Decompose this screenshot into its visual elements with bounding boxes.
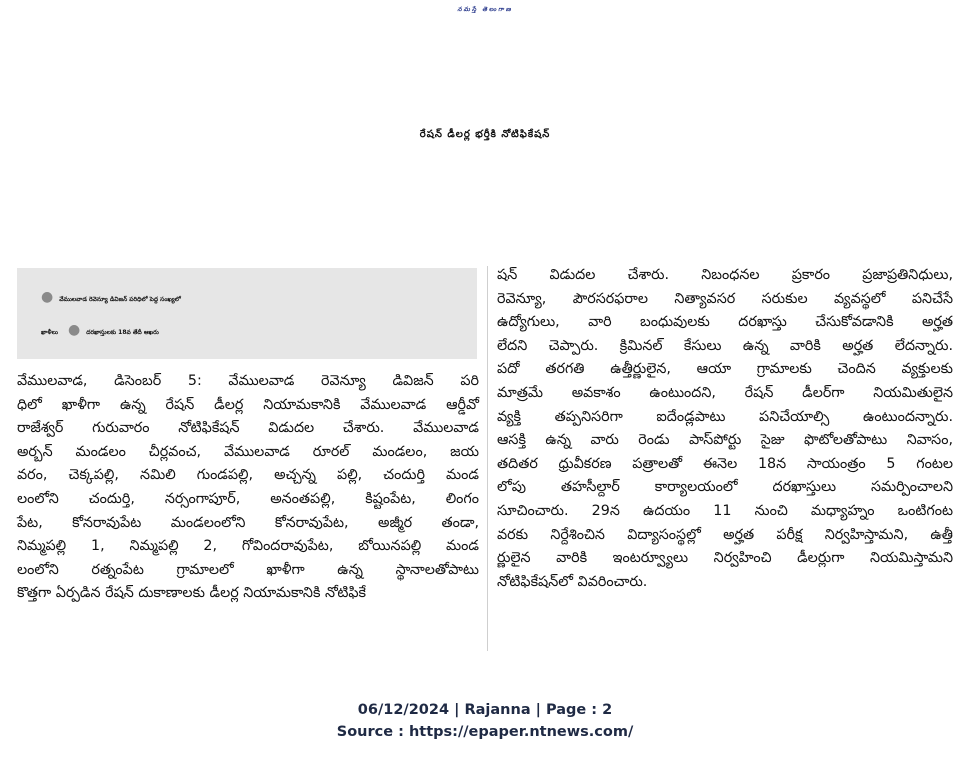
article-line: పేట, కోనరావుపేట మండలంలోని కోనరావుపేట, అజ్మీర తండా, (17, 514, 479, 531)
article-line: ఉద్యోగులు, వారి బంధువులకు దరఖాస్తు చేసుకోవడానికి అర్హత (497, 314, 953, 331)
article-line: వరకు నిర్దేశించిన విద్యాసంస్థల్లో అర్హత పరీక్ష నిర్వహిస్తామని, ఉత్తీ (497, 526, 953, 543)
summary-bullet-1-cont: ఖాళీలు (41, 329, 58, 336)
article-line: ఆసక్తి ఉన్న వారు రెండు పాస్‌పోర్టు సైజు ఫొటోలతోపాటు నివాసం, (497, 432, 953, 449)
article-line: సూచించారు. 29న ఉదయం 11 నుంచి మధ్యాహ్నం ఒంటిగంట (497, 502, 953, 519)
summary-line-2 (41, 315, 463, 348)
summary-bullet-2: దరఖాస్తులకు 18వ తేదీ ఆఖరు (86, 329, 159, 336)
article-line: ధిలో ఖాళీగా ఉన్న రేషన్ డీలర్ల నియామకానికి వేములవాడ ఆర్డీవో (17, 396, 479, 413)
article-line: నిమ్మపల్లి 1, నిమ్మపల్లి 2, గోవిందరావుపేట, బోయినపల్లి మండ (17, 538, 479, 555)
page-footer (0, 699, 970, 743)
article-column-left (17, 370, 479, 606)
article-line: నోటిఫికేషన్‌లో వివరించారు. (497, 573, 648, 590)
article-line: వ్యక్తి తప్పనిసరిగా ఐదేండ్లపాటు పనిచేయాల్సి ఉంటుందన్నారు. (497, 408, 953, 425)
summary-box (17, 268, 477, 359)
article-line: కొత్తగా ఏర్పడిన రేషన్ దుకాణాలకు డీలర్ల నియామకానికి నోటిఫికే (17, 585, 367, 602)
newspaper-masthead: నమస్తే తెలంగాణ (457, 6, 513, 13)
article-line: వేములవాడ, డిసెంబర్ 5: వేములవాడ రెవెన్యూ డివిజన్ పరి (17, 373, 479, 389)
summary-bullet-1: వేములవాడ రెవెన్యూ డివిజన్ పరిధిలో పెద్ద సంఖ్యలో (59, 296, 181, 303)
article-line: వరం, చెక్కపల్లి, నమిలి గుండపల్లి, అచ్చన్న పల్లి, చందుర్తి మండ (17, 467, 479, 484)
article-line: మాత్రమే అవకాశం ఉంటుందని, రేషన్ డీలర్‌గా నియమితులైన (497, 384, 953, 401)
article-line: రాజేశ్వర్ గురువారం నోటిఫికేషన్ విడుదల చేశారు. వేములవాడ (17, 420, 479, 437)
article-line: పదో తరగతి ఉత్తీర్ణులైన, ఆయా గ్రామాలకు చెందిన వ్యక్తులకు (497, 361, 953, 378)
article-line: లంలోని చందుర్తి, నర్సంగాపూర్, అనంతపల్లి, కిష్టంపేట, లింగం (17, 490, 479, 507)
article-line: లేదని చెప్పారు. క్రిమినల్ కేసులు ఉన్న వారికి అర్హత లేదన్నారు. (497, 337, 953, 354)
article-line: ర్ణులైన వారికి ఇంటర్వ్యూలు నిర్వహించి డీలర్లుగా నియమిస్తామని (497, 550, 953, 567)
article-line: తదితర ధ్రువీకరణ పత్రాలతో ఈనెల 18న సాయంత్రం 5 గంటల (497, 455, 953, 472)
footer-source: Source : https://epaper.ntnews.com/ (336, 724, 634, 740)
article-line: లోపు తహసీల్దార్ కార్యాలయంలో దరఖాస్తులు సమర్పించాలని (497, 479, 953, 496)
column-divider (487, 266, 488, 651)
article-line: షన్ విడుదల చేశారు. నిబంధనల ప్రకారం ప్రజాప్రతినిధులు, (497, 267, 953, 283)
article-line: లంలోని రత్నంపేట గ్రామాలలో ఖాళీగా ఉన్న స్థానాలతోపాటు (17, 561, 479, 578)
bullet-icon: ● (68, 322, 81, 338)
bullet-icon: ● (41, 289, 54, 305)
article-line: అర్బన్ మండలం చీర్లవంచ, వేములవాడ రూరల్ మండలం, జయ (17, 443, 479, 460)
footer-date-edition: 06/12/2024 | Rajanna | Page : 2 (357, 702, 613, 718)
article-line: రెవెన్యూ, పౌరసరఫరాల నిత్యావసర సరుకుల వ్యవస్థలో పనిచేసే (497, 290, 953, 307)
article-column-right (497, 264, 953, 594)
article-headline: రేషన్ డీలర్ల భర్తీకి నోటిఫికేషన్ (419, 129, 551, 140)
summary-line-1 (41, 282, 463, 315)
